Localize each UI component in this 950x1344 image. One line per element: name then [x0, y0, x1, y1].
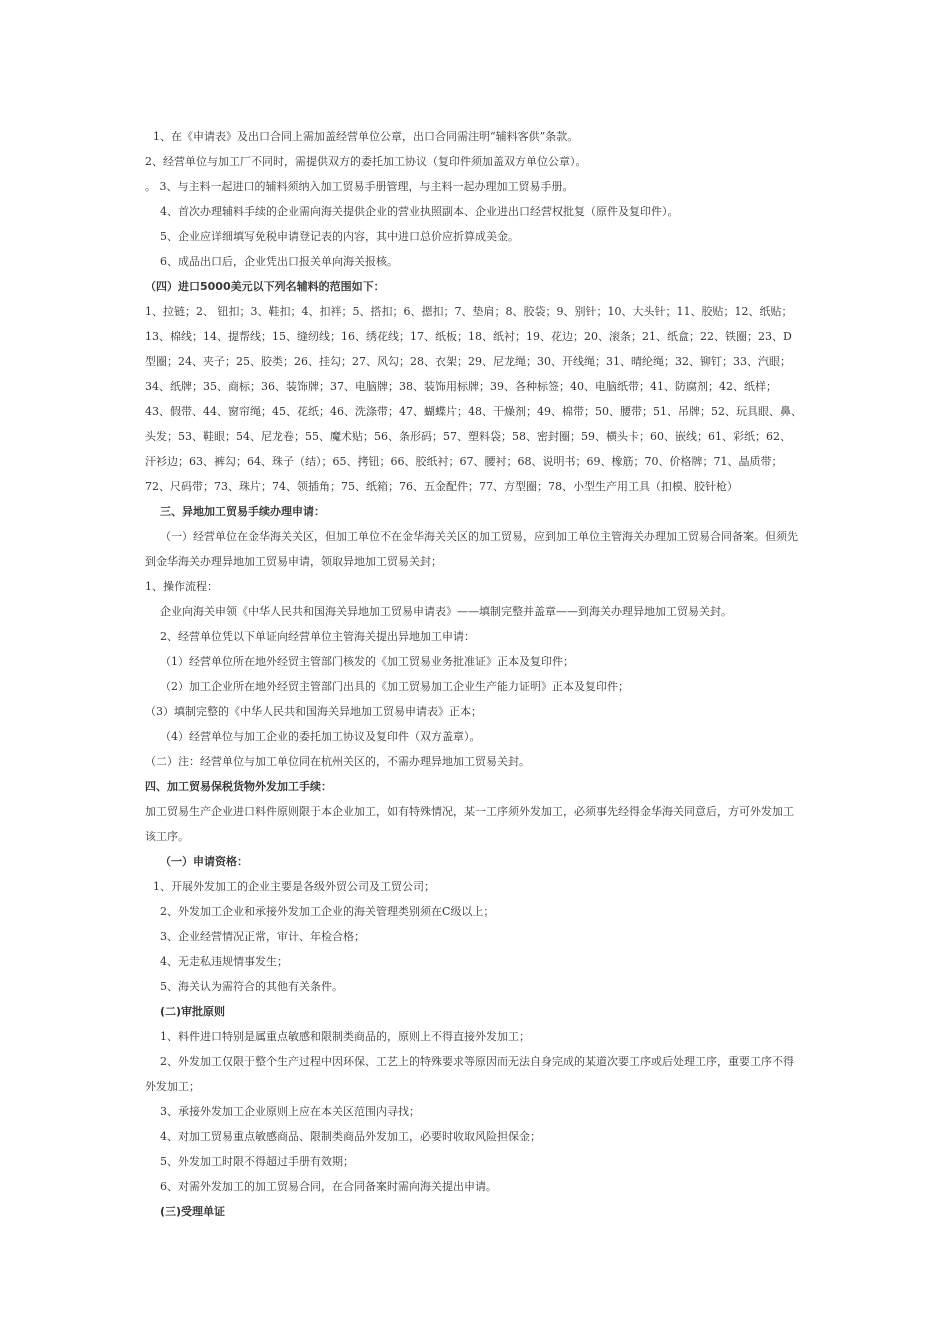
document-body: [145, 124, 810, 1224]
paragraph-line: 2、经营单位与加工厂不同时，需提供双方的委托加工协议（复印件须加盖双方单位公章）。: [145, 155, 587, 168]
paragraph-line: 4、首次办理辅料手续的企业需向海关提供企业的营业执照副本、企业进出口经营权批复（原件及复印件）。: [160, 205, 679, 218]
paragraph-line: 外发加工；: [145, 1080, 200, 1093]
paragraph-line: （2）加工企业所在地外经贸主管部门出具的《加工贸易加工企业生产能力证明》正本及复印件；: [160, 680, 629, 693]
paragraph-line: 3、承接外发加工企业原则上应在本关区范围内寻找；: [160, 1105, 420, 1118]
paragraph-line: 34、纸牌；35、商标；36、装饰牌；37、电脑牌；38、装饰用标牌；39、各种标签；40、电脑纸带；41、防腐剂；42、纸样；: [145, 380, 777, 393]
paragraph-line: （3）填制完整的《中华人民共和国海关异地加工贸易申请表》正本；: [145, 705, 482, 718]
paragraph-line: 1、在《申请表》及出口合同上需加盖经营单位公章，出口合同需注明“辅料客供”条款。: [153, 130, 579, 143]
paragraph-line: 4、无走私违规情事发生；: [160, 955, 288, 968]
paragraph-line: 汗衫边；63、裤勾；64、珠子（结）；65、拷钮；66、胶纸衬；67、腰衬；68、说明书；69、橡筋；70、价格牌；71、晶质带；: [145, 455, 783, 468]
paragraph-line: 3、企业经营情况正常，审计、年检合格；: [160, 930, 365, 943]
paragraph-line: 4、对加工贸易重点敏感商品、限制类商品外发加工，必要时收取风险担保金；: [160, 1130, 541, 1143]
paragraph-line: 型圈；24、夹子；25、胶类；26、挂勾；27、风勾；28、衣架；29、尼龙绳；30、开线绳；31、晴纶绳；32、铆钉；33、汽眼；: [145, 355, 791, 368]
paragraph-line: （1）经营单位所在地外经贸主管部门核发的《加工贸易业务批准证》正本及复印件；: [160, 655, 574, 668]
paragraph-line: （一）经营单位在金华海关关区，但加工单位不在金华海关关区的加工贸易，应到加工单位主管海关办理加工贸易合同备案。但须先: [160, 530, 798, 543]
paragraph-line: 2、经营单位凭以下单证向经营单位主管海关提出异地加工申请：: [160, 630, 475, 643]
section-heading: （四）进口5000美元以下列名辅料的范围如下：: [145, 280, 385, 293]
paragraph-line: 头发；53、鞋眼；54、尼龙卷；55、魔术贴；56、条形码；57、塑料袋；58、密封圈；59、横头卡；60、嵌线；61、彩纸；62、: [145, 430, 791, 443]
paragraph-line: 43、假带、44、窗帘绳；45、花纸；46、洗涤带；47、蝴蝶片；48、干燥剂；49、棉带；50、腰带；51、吊牌；52、玩具眼、鼻、: [145, 405, 802, 418]
paragraph-line: 72、尺码带；73、珠片；74、领插角；75、纸箱；76、五金配件；77、方型圈；78、小型生产用工具（扣模、胶针枪）: [145, 480, 738, 493]
paragraph-line: 6、对需外发加工的加工贸易合同，在合同备案时需向海关提出申请。: [160, 1180, 497, 1193]
paragraph-line: 5、外发加工时限不得超过手册有效期；: [160, 1155, 354, 1168]
paragraph-line: 加工贸易生产企业进口料件原则限于本企业加工，如有特殊情况，某一工序须外发加工，必须事先经得金华海关同意后，方可外发加工: [145, 805, 794, 818]
paragraph-line: 企业向海关申领《中华人民共和国海关异地加工贸易申请表》——填制完整并盖章——到海关办理异地加工贸易关封。: [160, 605, 732, 618]
paragraph-line: 2、外发加工仅限于整个生产过程中因环保、工艺上的特殊要求等原因而无法自身完成的某道次要工序或后处理工序，重要工序不得: [160, 1055, 794, 1068]
paragraph-line: 2、外发加工企业和承接外发加工企业的海关管理类别须在C级以上；: [160, 905, 495, 918]
section-heading: (三)受理单证: [160, 1205, 226, 1218]
section-heading: (二)审批原则: [160, 1005, 226, 1018]
paragraph-line: 1、开展外发加工的企业主要是各级外贸公司及工贸公司；: [153, 880, 435, 893]
section-heading: 四、加工贸易保税货物外发加工手续：: [145, 780, 332, 793]
paragraph-line: 该工序。: [145, 830, 189, 843]
paragraph-line: 1、拉链；2、 钮扣；3、鞋扣；4、扣袢；5、搭扣；6、摁扣；7、垫肩；8、胶袋；9、别针；10、大头针；11、胶贴；12、纸贴；: [145, 305, 793, 318]
paragraph-line: 13、棉线；14、提帮线；15、缝纫线；16、绣花线；17、纸板；18、纸衬；19、花边；20、滚条；21、纸盒；22、铁圈；23、D: [145, 330, 792, 343]
paragraph-line: 到金华海关办理异地加工贸易申请，领取异地加工贸易关封；: [145, 555, 442, 568]
paragraph-line: （二）注：经营单位与加工单位同在杭州关区的，不需办理异地加工贸易关封。: [145, 755, 530, 768]
paragraph-line: 1、料件进口特别是属重点敏感和限制类商品的，原则上不得直接外发加工；: [160, 1030, 530, 1043]
paragraph-line: 1、操作流程：: [145, 580, 218, 593]
paragraph-line: 5、企业应详细填写免税申请登记表的内容，其中进口总价应折算成美金。: [160, 230, 519, 243]
paragraph-line: 5、海关认为需符合的其他有关条件。: [160, 980, 343, 993]
paragraph-line: （4）经营单位与加工企业的委托加工协议及复印件（双方盖章）。: [160, 730, 481, 743]
section-heading: 三、异地加工贸易手续办理申请：: [160, 505, 325, 518]
paragraph-line: 。 3、与主料一起进口的辅料须纳入加工贸易手册管理，与主料一起办理加工贸易手册。: [145, 180, 574, 193]
section-heading: （一）申请资格：: [160, 855, 248, 868]
paragraph-line: 6、成品出口后，企业凭出口报关单向海关报核。: [160, 255, 398, 268]
